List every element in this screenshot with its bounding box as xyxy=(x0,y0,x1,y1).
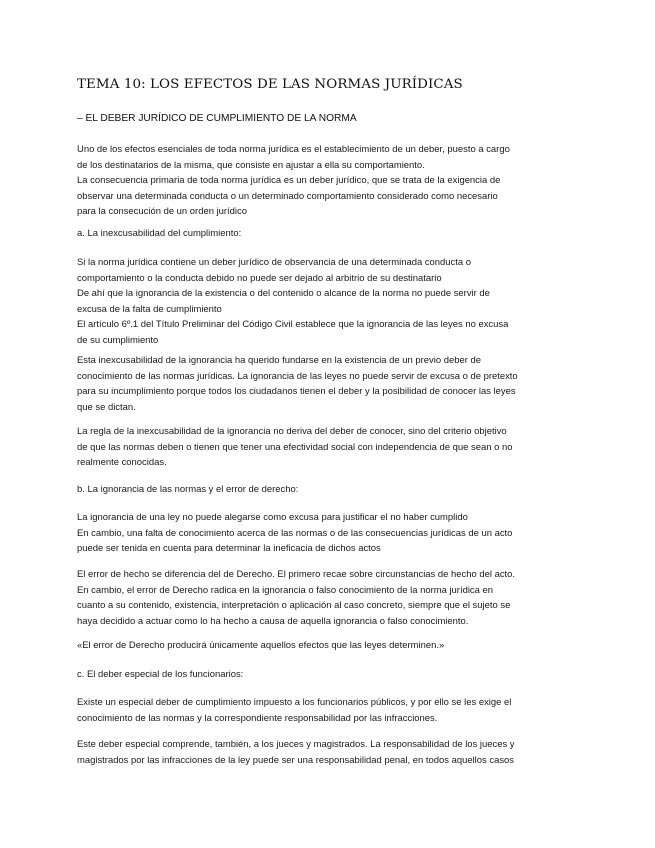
text-line: La regla de la inexcusabilidad de la ignorancia no deriva del deber de conocer, sino del criterio objetivo xyxy=(77,426,507,437)
text-line: magistrados por las infracciones de la ley puede ser una responsabilidad penal, en todos aquellos casos xyxy=(77,754,515,766)
text-line: b. La ignorancia de las normas y el error de derecho: xyxy=(77,484,299,495)
text-line: «El error de Derecho producirá únicamente aquellos efectos que las leyes determinen.» xyxy=(77,640,445,651)
text-line: c. El deber especial de los funcionarios: xyxy=(77,669,244,680)
paragraph-inexcusabilidad xyxy=(77,255,579,348)
subheading-inexcusabilidad xyxy=(77,226,579,242)
text-line: La ignorancia de una ley no puede alegarse como excusa para justificar el no haber cumplido xyxy=(77,512,468,523)
paragraph-fundamento xyxy=(77,353,579,415)
text-line: Uno de los efectos esenciales de toda norma jurídica es el establecimiento de un deber, puesto a cargo xyxy=(77,144,510,155)
text-line: de que las normas deben o tienen que tener una efectividad social con independencia de que sean o no xyxy=(77,441,513,453)
subheading-error-derecho xyxy=(77,482,579,498)
text-line: El artículo 6º.1 del Título Preliminar del Código Civil establece que la ignorancia de las leyes no excusa xyxy=(77,319,509,330)
text-line: Esta inexcusabilidad de la ignorancia ha querido fundarse en la existencia de un previo deber de xyxy=(77,355,481,366)
paragraph-jueces xyxy=(77,737,579,768)
text-line: El error de hecho se diferencia del de Derecho. El primero recae sobre circunstancias de hecho del acto. xyxy=(77,569,516,580)
text-line: comportamiento o la conducta debido no puede ser dejado al arbitrio de su destinatario xyxy=(77,272,442,284)
text-line: observar una determinada conducta o un determinado comportamiento considerado como necesario xyxy=(77,190,498,202)
document-title: TEMA 10: LOS EFECTOS DE LAS NORMAS JURÍDICAS xyxy=(77,77,463,92)
text-line: para su incumplimiento porque todos los ciudadanos tienen el deber y la posibilidad de conocer las leyes xyxy=(77,386,516,397)
text-line: Si la norma jurídica contiene un deber jurídico de observancia de una determinada conducta o xyxy=(77,257,472,268)
paragraph-regla xyxy=(77,424,579,471)
text-line: que se dictan. xyxy=(77,401,136,413)
text-line: haya decidido a actuar como lo ha hecho a causa de aquella ignorancia o falso conocimiento. xyxy=(77,615,469,627)
paragraph-ignorancia-ley xyxy=(77,510,579,557)
text-line: conocimiento de las normas jurídicas. La ignorancia de las leyes no puede servir de excusa o de pretexto xyxy=(77,370,518,382)
text-line: realmente conocidas. xyxy=(77,457,167,468)
text-line: a. La inexcusabilidad del cumplimiento: xyxy=(77,228,242,239)
text-line: Existe un especial deber de cumplimiento impuesto a los funcionarios públicos, y por ello se les exige el xyxy=(77,697,512,708)
text-line: conocimiento de las normas y la correspondiente responsabilidad por las infracciones. xyxy=(77,712,438,724)
text-line: En cambio, una falta de conocimiento acerca de las normas o de las consecuencias jurídicas de un acto xyxy=(77,527,513,539)
subheading-funcionarios xyxy=(77,667,579,683)
text-line: de los destinatarios de la misma, que consiste en ajustar a ella su comportamiento. xyxy=(77,159,425,171)
text-line: La consecuencia primaria de toda norma jurídica es un deber jurídico, que se trata de la exigencia de xyxy=(77,175,501,186)
paragraph-funcionarios xyxy=(77,695,579,726)
legal-quote xyxy=(77,638,579,654)
text-line: Este deber especial comprende, también, a los jueces y magistrados. La responsabilidad de los jueces y xyxy=(77,739,515,750)
section-heading-deber-juridico: – EL DEBER JURÍDICO DE CUMPLIMIENTO DE LA NORMA xyxy=(77,113,357,124)
paragraph-efectos xyxy=(77,142,579,220)
text-line: para la consecución de un orden jurídico xyxy=(77,206,247,217)
text-line: De ahí que la ignorancia de la existencia o del contenido o alcance de la norma no puede servir de xyxy=(77,288,490,299)
paragraph-error-hecho xyxy=(77,567,579,629)
text-line: En cambio, el error de Derecho radica en la ignorancia o falso conocimiento de la norma jurídica en xyxy=(77,584,494,596)
text-line: cuanto a su contenido, existencia, interpretación o aplicación al caso concreto, siempre que el sujeto se xyxy=(77,600,511,611)
text-line: puede ser tenida en cuenta para determinar la ineficacia de dichos actos xyxy=(77,543,381,554)
text-line: de su cumplimiento xyxy=(77,334,159,346)
text-line: excusa de la falta de cumplimiento xyxy=(77,303,222,315)
